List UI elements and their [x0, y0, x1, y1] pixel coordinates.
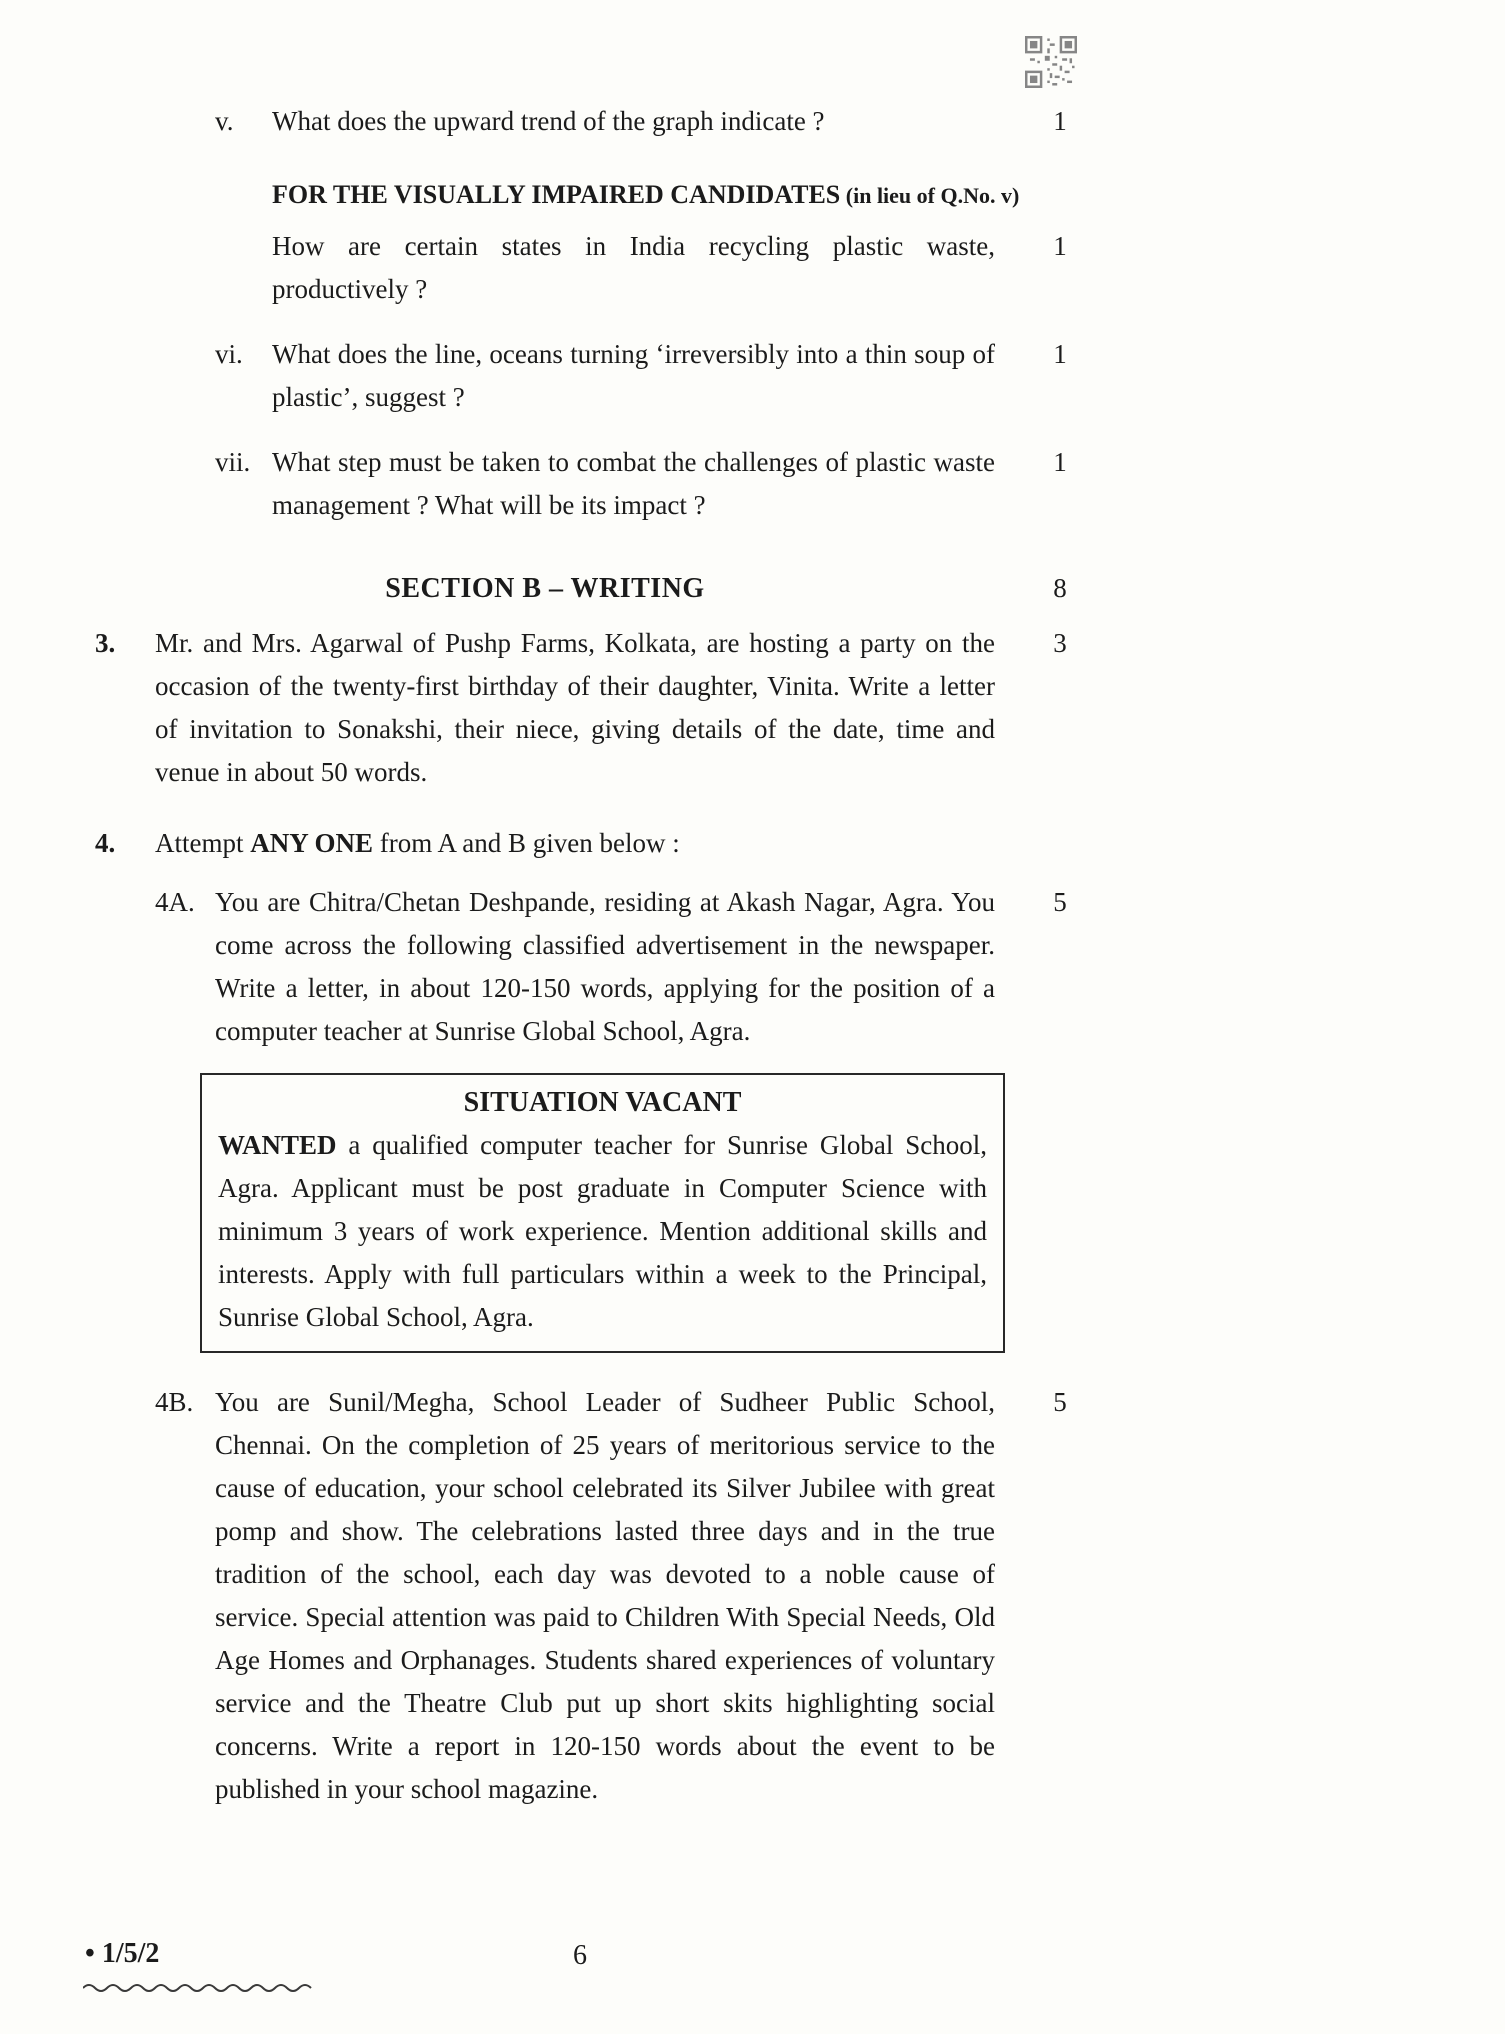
- marks-value: 5: [1053, 1387, 1067, 1417]
- section-b-heading: SECTION B – WRITING: [385, 573, 705, 604]
- footer-bullet: •: [85, 1938, 95, 1969]
- wavy-underline: [83, 1980, 315, 1998]
- question-text-post: from A and B given below :: [373, 828, 680, 858]
- question-number: vi.: [215, 339, 243, 369]
- question-text: What step must be taken to combat the challenges of plastic waste management ? What will be its impact ?: [272, 447, 995, 520]
- question-item-v: [95, 100, 1095, 143]
- visually-impaired-heading: [272, 173, 1095, 217]
- paper-code: 1/5/2: [101, 1938, 160, 1969]
- question-item-4b: [95, 1381, 1095, 1811]
- question-number: 3.: [95, 628, 116, 658]
- question-number: 4A.: [155, 887, 195, 917]
- marks-value: 1: [1053, 447, 1067, 477]
- question-number: 4.: [95, 828, 116, 858]
- question-text: You are Chitra/Chetan Deshpande, residing at Akash Nagar, Agra. You come across the following classified advertisement in the newspaper. Write a letter, in about 120-150 words, applying for the position of a computer teacher at Sunrise Global School, Agra.: [215, 887, 995, 1046]
- question-text-pre: Attempt: [155, 828, 251, 858]
- marks-value: 3: [1053, 628, 1067, 658]
- question-text: What does the upward trend of the graph indicate ?: [272, 106, 825, 136]
- question-text: You are Sunil/Megha, School Leader of Sudheer Public School, Chennai. On the completion of 25 years of meritorious service to the cause of education, your school celebrated its Silver Jubilee with great pomp and show. The celebrations lasted three days and in the true tradition of the school, each day was devoted to a noble cause of service. Special attention was paid to Children With Special Needs, Old Age Homes and Orphanages. Students shared experiences of voluntary service and the Theatre Club put up short skits highlighting social concerns. Write a report in 120-150 words about the event to be published in your school magazine.: [215, 1387, 995, 1804]
- question-item-vii: [95, 441, 1095, 527]
- page-number: 6: [573, 1940, 587, 1971]
- question-text: [155, 822, 995, 865]
- advert-body: [218, 1124, 987, 1339]
- marks-value: 5: [1053, 887, 1067, 917]
- marks-value: 1: [1053, 339, 1067, 369]
- section-b-heading-row: [95, 567, 1095, 610]
- visually-impaired-heading-main: FOR THE VISUALLY IMPAIRED CANDIDATES: [272, 180, 841, 209]
- question-item-4: [95, 822, 1095, 865]
- question-paper-content: [95, 100, 1095, 1811]
- situation-vacant-box: [200, 1073, 1005, 1353]
- question-text: How are certain states in India recycling plastic waste, productively ?: [272, 231, 995, 304]
- question-text: What does the line, oceans turning ‘irreversibly into a thin soup of plastic’, suggest ?: [272, 339, 995, 412]
- question-item-4a: [95, 881, 1095, 1053]
- question-number: v.: [215, 106, 234, 136]
- footer-paper-code: [85, 1938, 159, 1970]
- question-text: Mr. and Mrs. Agarwal of Pushp Farms, Kolkata, are hosting a party on the occasion of the twenty-first birthday of their daughter, Vinita. Write a letter of invitation to Sonakshi, their niece, giving details of the date, time and venue in about 50 words.: [155, 628, 995, 787]
- marks-value: 8: [1053, 573, 1067, 603]
- advert-title: SITUATION VACANT: [463, 1087, 742, 1118]
- marks-value: 1: [1053, 106, 1067, 136]
- marks-value: 1: [1053, 231, 1067, 261]
- advert-body-text: a qualified computer teacher for Sunrise Global School, Agra. Applicant must be post graduate in Computer Science with minimum 3 years of work experience. Mention additional skills and interests. Apply with full particulars within a week to the Principal, Sunrise Global School, Agra.: [218, 1130, 987, 1332]
- question-item-vi: [95, 333, 1095, 419]
- question-text-emphasis: ANY ONE: [250, 828, 374, 858]
- question-number: 4B.: [155, 1387, 194, 1417]
- visually-impaired-heading-suffix: (in lieu of Q.No. v): [840, 183, 1020, 208]
- question-number: vii.: [215, 447, 251, 477]
- question-item-v-alt: [95, 225, 1095, 311]
- advert-body-emphasis: WANTED: [218, 1130, 337, 1160]
- question-item-3: [95, 622, 1095, 794]
- qr-code-icon: [1022, 36, 1080, 93]
